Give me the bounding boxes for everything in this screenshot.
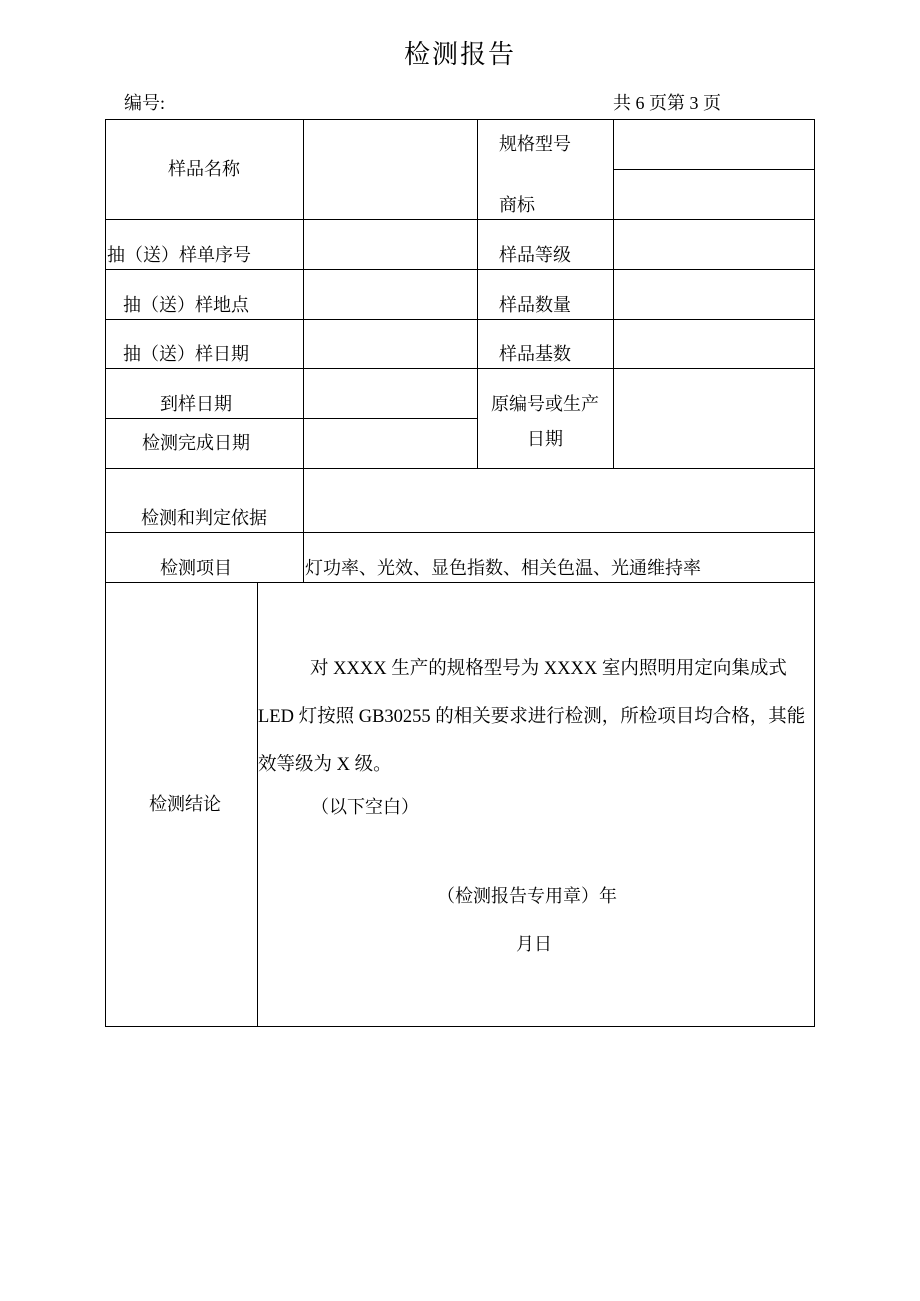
original-number-label-line1: 原编号或生产 (491, 394, 599, 415)
sample-serial-label: 抽（送）样单序号 (107, 245, 251, 266)
col-rule-1 (303, 119, 304, 582)
col-rule-2 (477, 119, 478, 468)
basis-label: 检测和判定依据 (141, 508, 267, 529)
sample-quantity-label: 样品数量 (499, 295, 571, 316)
blank-note: （以下空白） (311, 797, 419, 818)
page-info: 共 6 页第 3 页 (613, 93, 721, 113)
rule-row-7 (105, 582, 815, 583)
sample-location-label: 抽（送）样地点 (123, 295, 249, 316)
sample-base-label: 样品基数 (499, 344, 571, 365)
rule-row-1 (105, 219, 815, 220)
trademark-label: 商标 (499, 195, 535, 216)
table-border-right (814, 119, 815, 1027)
conclusion-paragraph: 对 XXXX 生产的规格型号为 XXXX 室内照明用定向集成式 LED 灯按照 GB30255 的相关要求进行检测，所检项目均合格，其能效等级为 X 级。 (258, 659, 806, 775)
conclusion-label: 检测结论 (149, 794, 221, 815)
date-note: 月日 (516, 934, 552, 955)
rule-row-3 (105, 319, 815, 320)
report-title: 检测报告 (403, 40, 516, 70)
rule-spec-trademark (613, 169, 815, 170)
spec-model-label: 规格型号 (499, 134, 571, 155)
table-border-top (105, 119, 815, 120)
rule-row-4 (105, 368, 815, 369)
conclusion-text (258, 645, 810, 789)
rule-row-5 (105, 468, 815, 469)
items-label: 检测项目 (160, 558, 232, 579)
report-table (105, 119, 815, 1027)
rule-arrival-completion (105, 418, 477, 419)
sample-name-label: 样品名称 (168, 159, 240, 180)
arrival-date-label: 到样日期 (160, 394, 232, 415)
stamp-note: （检测报告专用章）年 (437, 886, 617, 907)
original-number-label-line2: 日期 (527, 429, 563, 450)
sample-date-label: 抽（送）样日期 (123, 344, 249, 365)
report-number-label: 编号: (124, 93, 166, 113)
completion-date-label: 检测完成日期 (142, 433, 250, 454)
col-rule-3 (613, 119, 614, 468)
sample-grade-label: 样品等级 (499, 245, 571, 266)
table-border-bottom (105, 1026, 815, 1027)
rule-row-2 (105, 269, 815, 270)
rule-row-6 (105, 532, 815, 533)
items-value: 灯功率、光效、显色指数、相关色温、光通维持率 (305, 558, 701, 579)
